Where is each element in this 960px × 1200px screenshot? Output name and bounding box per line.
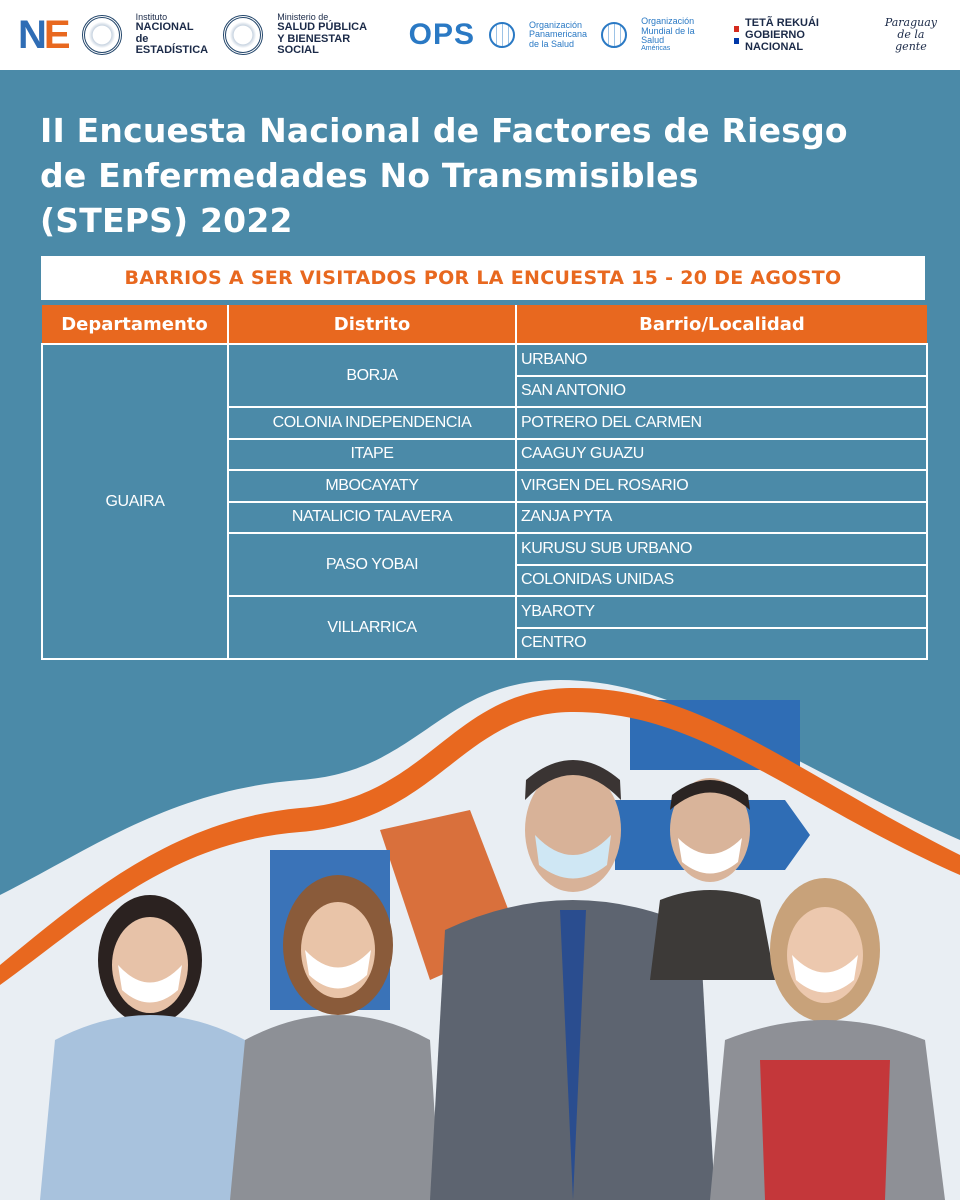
- barrio-cell: ZANJA PYTA: [516, 502, 927, 534]
- ops-logo-text: [529, 21, 587, 49]
- barrio-cell: URBANO: [516, 344, 927, 376]
- who-emblem-icon: [601, 22, 627, 48]
- oms-line2: Mundial de la Salud: [641, 25, 695, 46]
- distrito-cell: BORJA: [228, 344, 516, 407]
- ministry-line3: Y BIENESTAR SOCIAL: [277, 32, 351, 57]
- header-barrio: Barrio/Localidad: [516, 305, 927, 344]
- table-header-row: [42, 305, 927, 344]
- distrito-cell: COLONIA INDEPENDENCIA: [228, 407, 516, 439]
- ops-line2: Panamericana: [529, 29, 588, 40]
- ine-seal-icon: [82, 15, 122, 55]
- barrios-table: [41, 305, 928, 660]
- paho-globe-icon: [489, 22, 515, 48]
- departamento-cell: GUAIRA: [42, 344, 228, 659]
- barrio-cell: VIRGEN DEL ROSARIO: [516, 470, 927, 502]
- paraguay-slogan-logo: [880, 17, 942, 53]
- barrio-cell: SAN ANTONIO: [516, 376, 927, 408]
- flag-icon: [734, 26, 739, 44]
- barrio-cell: CENTRO: [516, 628, 927, 660]
- oms-line1: Organización: [641, 16, 695, 27]
- ine-logo-text: [136, 13, 210, 57]
- barrio-cell: CAAGUY GUAZU: [516, 439, 927, 471]
- ne-logo-n: N: [18, 12, 44, 57]
- table-row: [42, 344, 927, 376]
- logo-bar: [0, 0, 960, 70]
- ne-logo: [18, 13, 68, 58]
- ministry-line2: SALUD PÚBLICA: [277, 21, 368, 34]
- ine-line3: ESTADÍSTICA: [135, 44, 209, 57]
- slogan-line1: Paraguay: [884, 15, 938, 29]
- government-line2: GOBIERNO NACIONAL: [745, 28, 805, 54]
- title-line3: (STEPS) 2022: [40, 201, 293, 240]
- oms-logo-text: [641, 17, 720, 53]
- distrito-cell: MBOCAYATY: [228, 470, 516, 502]
- distrito-cell: NATALICIO TALAVERA: [228, 502, 516, 534]
- barrio-cell: COLONIDAS UNIDAS: [516, 565, 927, 597]
- distrito-cell: VILLARRICA: [228, 596, 516, 659]
- page-title: [40, 108, 940, 243]
- oms-line3: Américas: [641, 45, 671, 53]
- ops-line1: Organización: [529, 19, 583, 30]
- header-departamento: Departamento: [42, 305, 228, 344]
- ministry-seal-icon: [223, 15, 263, 55]
- ine-line1: Instituto: [135, 11, 168, 22]
- distrito-cell: ITAPE: [228, 439, 516, 471]
- header-distrito: Distrito: [228, 305, 516, 344]
- barrio-cell: KURUSU SUB URBANO: [516, 533, 927, 565]
- team-photo: [0, 680, 960, 1200]
- ne-logo-e: E: [43, 12, 68, 57]
- distrito-cell: PASO YOBAI: [228, 533, 516, 596]
- ops-logo: OPS: [408, 18, 476, 51]
- barrio-cell: YBAROTY: [516, 596, 927, 628]
- ministry-line1: Ministerio de: [277, 11, 329, 22]
- subtitle-banner: [41, 256, 925, 300]
- ministry-logo-text: [277, 13, 394, 57]
- government-logo: [734, 17, 866, 53]
- government-line1: TETÃ REKUÁI: [745, 16, 819, 29]
- slogan-line2: de la gente: [895, 27, 927, 54]
- ine-line2: NACIONAL de: [135, 21, 194, 45]
- subtitle-text: BARRIOS A SER VISITADOS POR LA ENCUESTA 15 - 20 DE AGOSTO: [124, 267, 842, 289]
- title-line1: II Encuesta Nacional de Factores de Riesgo: [40, 111, 848, 150]
- barrio-cell: POTRERO DEL CARMEN: [516, 407, 927, 439]
- ops-line3: de la Salud: [529, 38, 575, 49]
- title-line2: de Enfermedades No Transmisibles: [40, 156, 699, 195]
